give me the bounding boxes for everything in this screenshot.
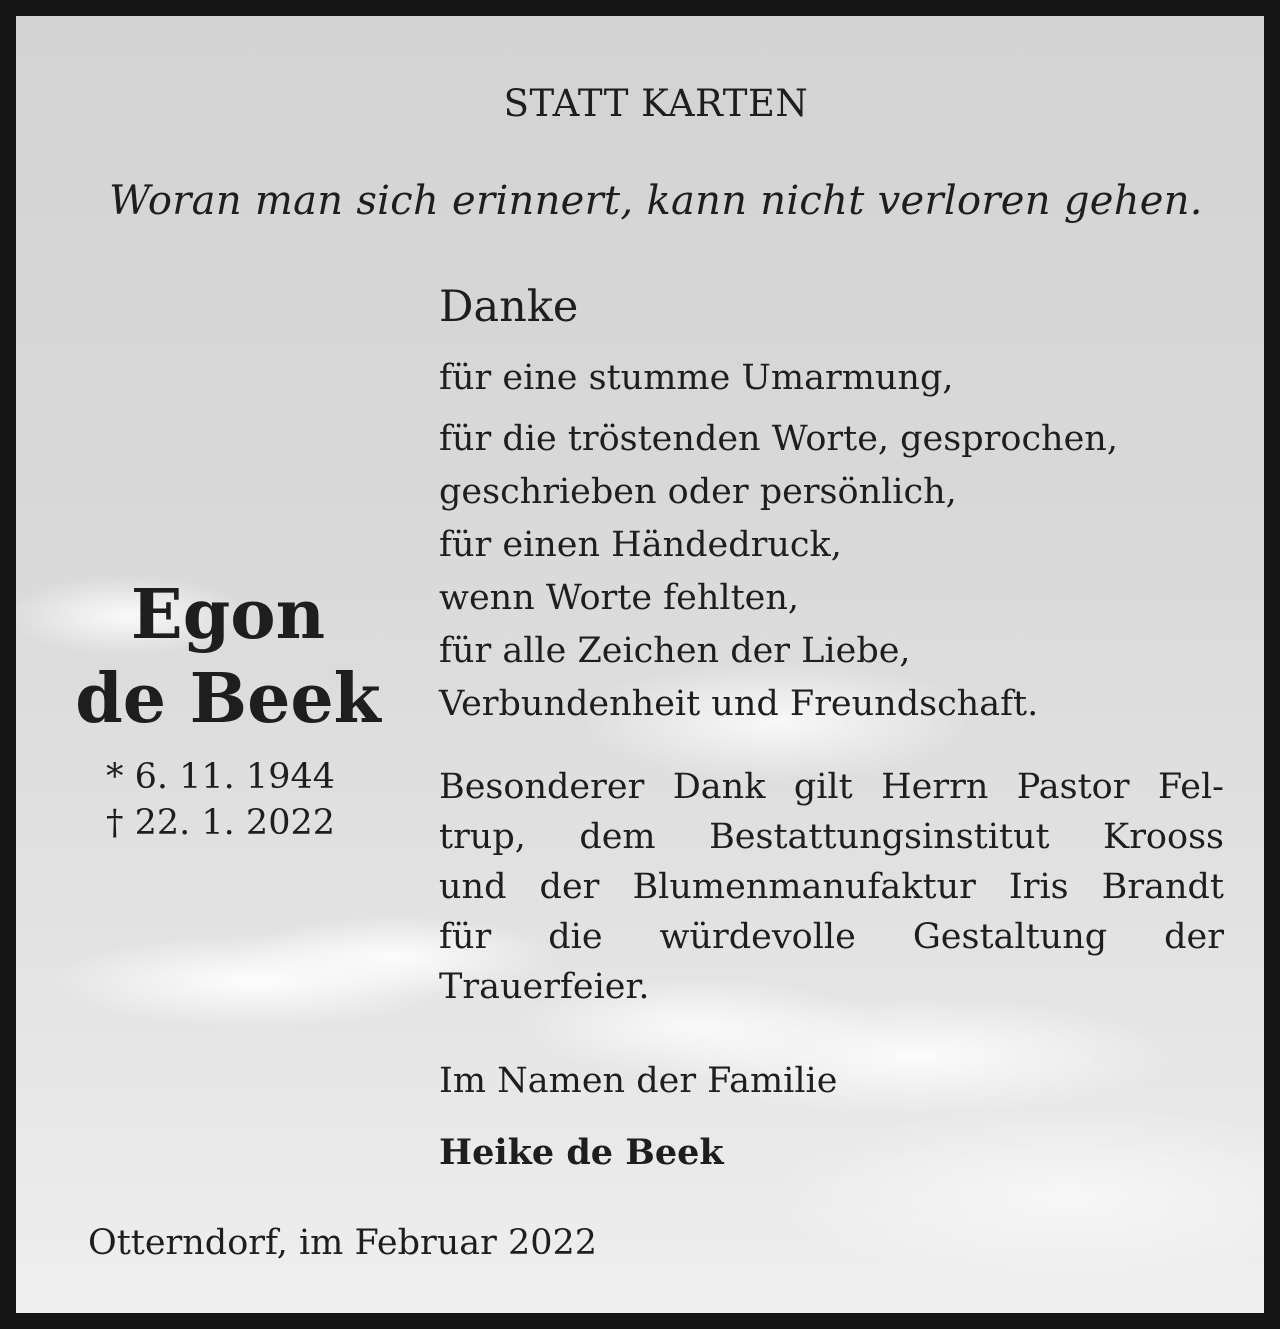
thanks-line: für eine stumme Umarmung,: [439, 358, 954, 398]
thanks-line: für alle Zeichen der Liebe,: [439, 631, 911, 671]
special-thanks-line: trup, dem Bestattungsinstitut Krooss: [439, 817, 1224, 857]
thanks-line: geschrieben oder persönlich,: [439, 472, 957, 512]
thanks-heading: Danke: [439, 282, 579, 332]
life-dates: [106, 754, 335, 846]
special-thanks-line: Trauerfeier.: [439, 967, 650, 1007]
deceased-last-name: de Beek: [75, 659, 381, 739]
place-and-date: Otterndorf, im Februar 2022: [88, 1223, 598, 1263]
thanks-line: Verbundenheit und Freundschaft.: [439, 684, 1039, 724]
thanks-line: für die tröstenden Worte, gesprochen,: [439, 419, 1118, 459]
death-date: † 22. 1. 2022: [106, 803, 336, 843]
special-thanks: [439, 762, 1224, 1012]
thanks-line: für einen Händedruck,: [439, 525, 842, 565]
signer-name: Heike de Beek: [439, 1132, 724, 1173]
birth-date: * 6. 11. 1944: [106, 757, 336, 797]
deceased-first-name: Egon: [130, 575, 326, 655]
motto-quote: Woran man sich erinnert, kann nicht verloren gehen.: [109, 178, 1203, 224]
special-thanks-line: Besonderer Dank gilt Herrn Pastor Fel-: [439, 767, 1224, 807]
thanks-line: wenn Worte fehlten,: [439, 578, 800, 618]
notice-header: STATT KARTEN: [503, 82, 809, 125]
on-behalf-text: Im Namen der Familie: [439, 1061, 838, 1101]
special-thanks-line: und der Blumenmanufaktur Iris Brandt: [439, 867, 1224, 907]
special-thanks-line: für die würdevolle Gestaltung der: [439, 917, 1224, 957]
deceased-name: [58, 573, 398, 741]
thanks-lines: [439, 352, 1118, 731]
